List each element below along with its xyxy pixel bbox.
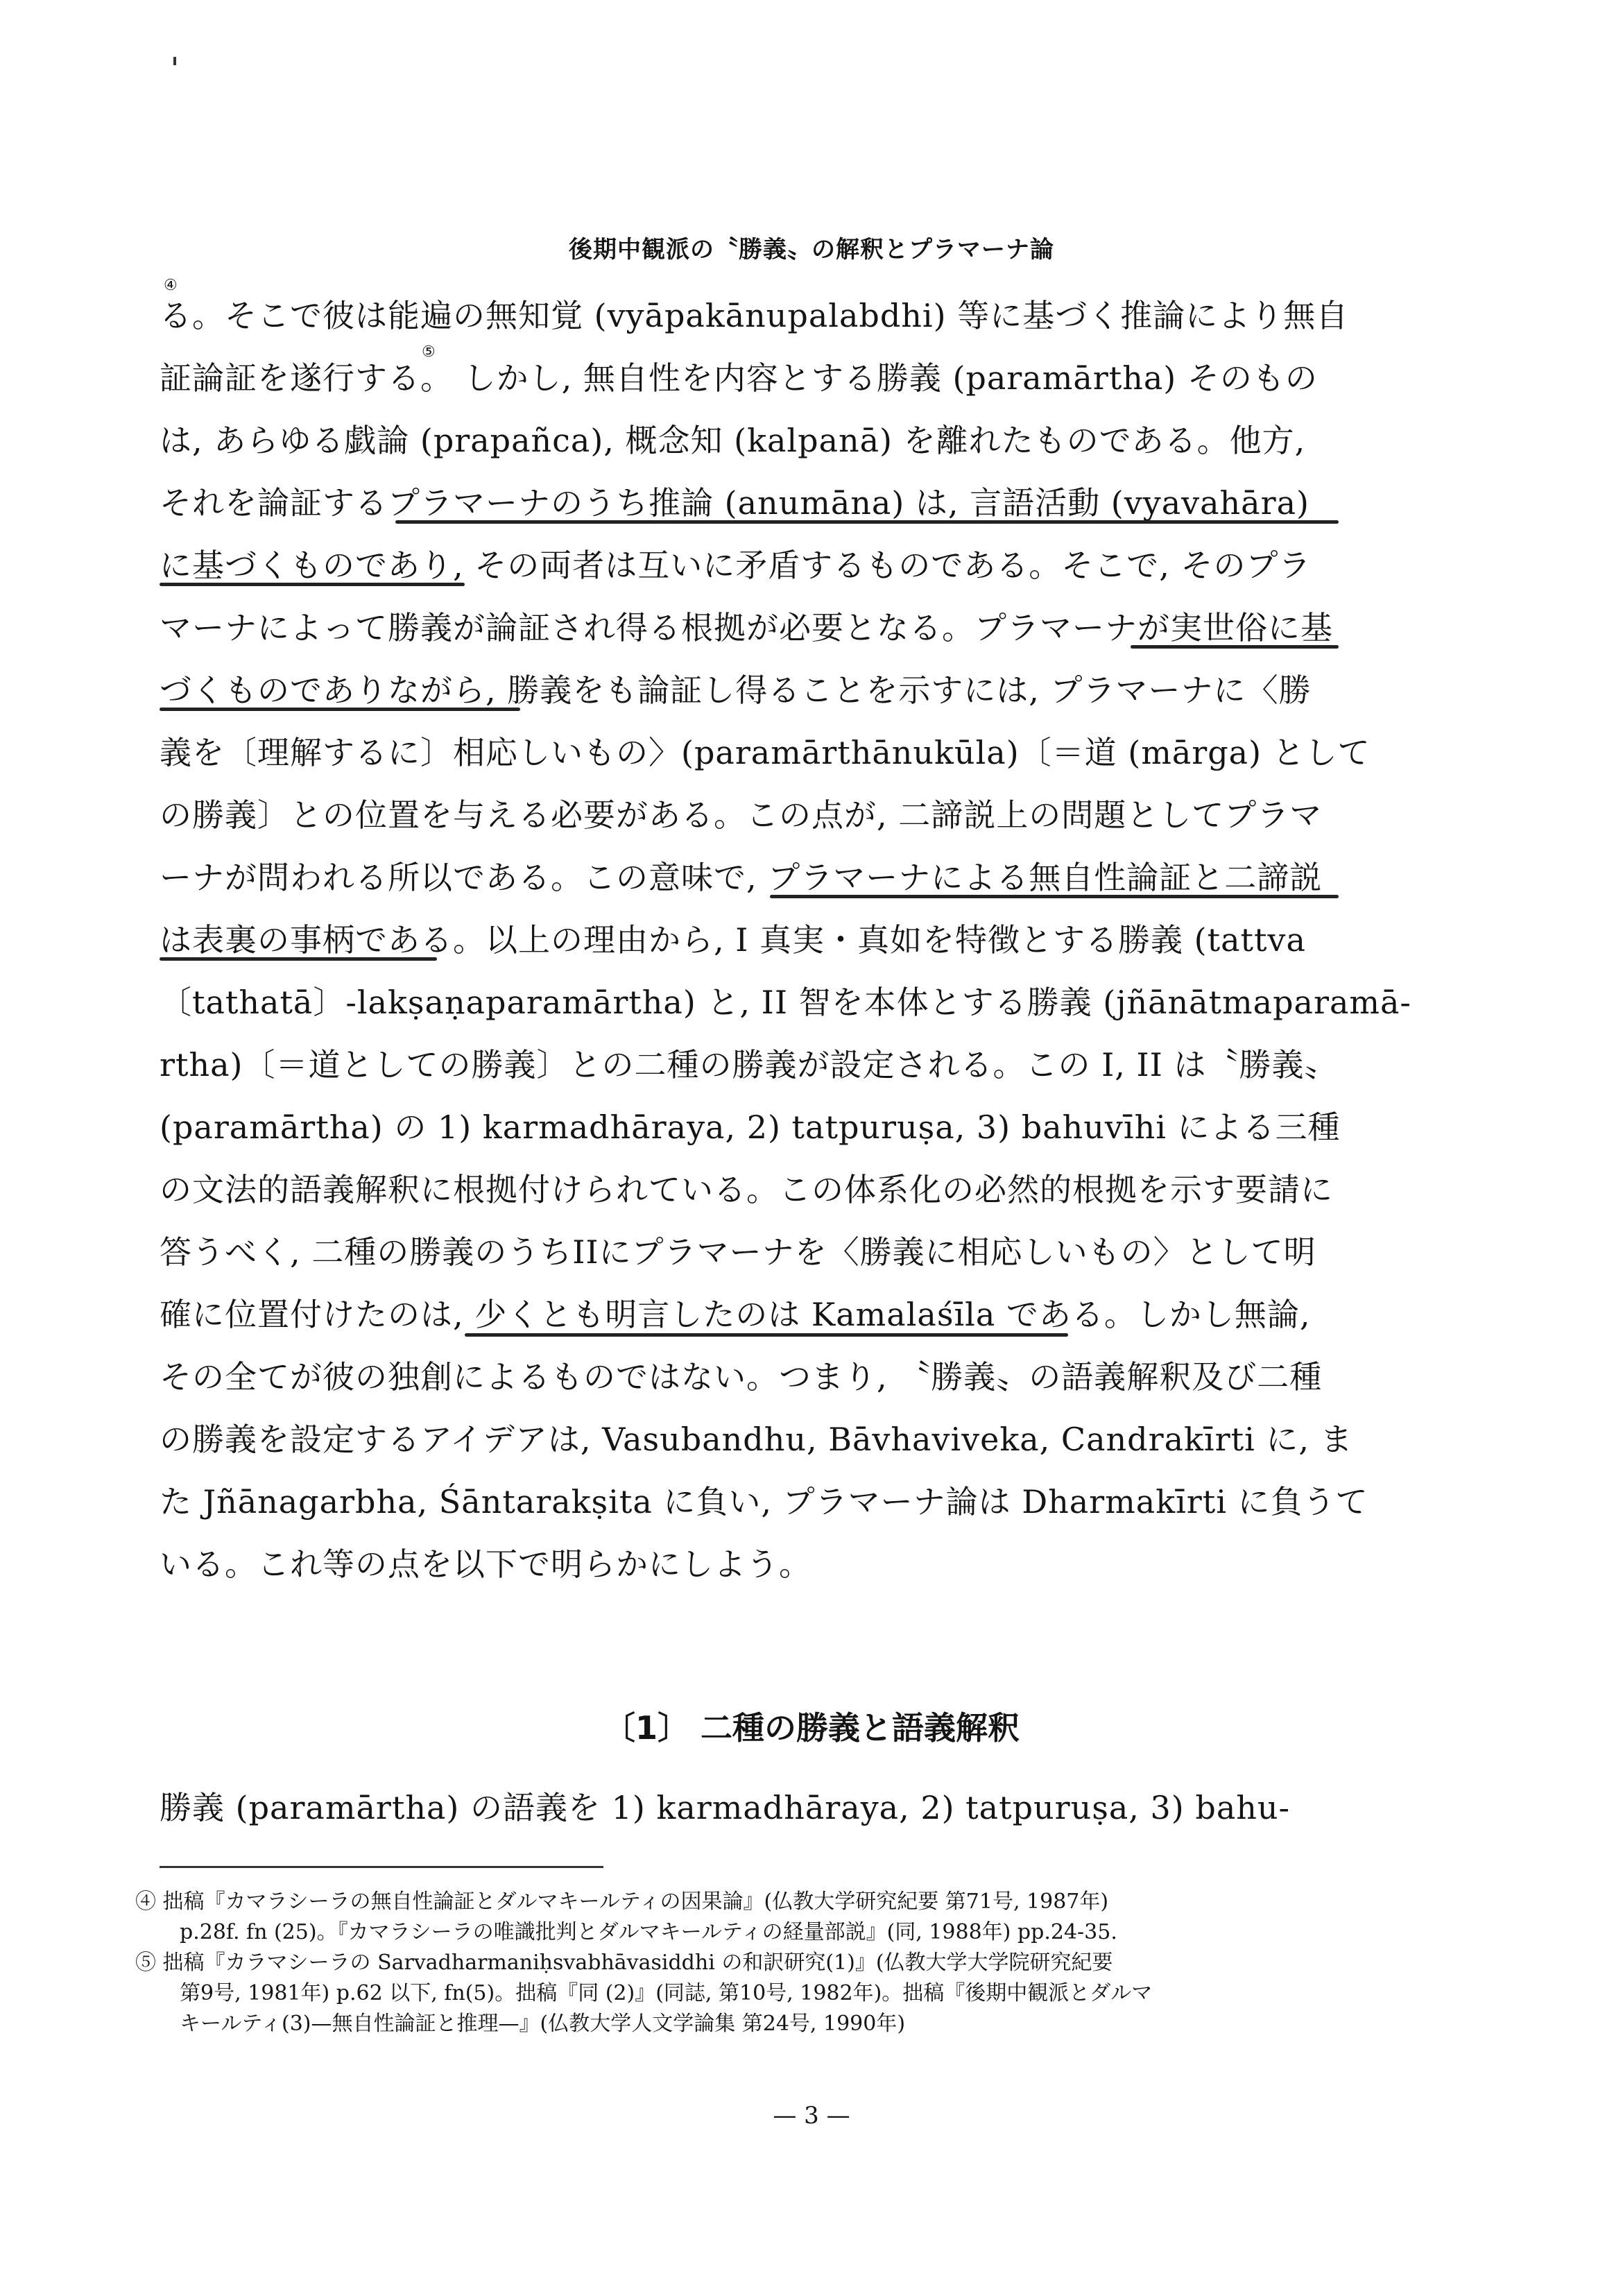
text-line: 答うべく, 二種の勝義のうちIIにプラマーナを〈勝義に相応しいもの〉として明	[160, 1233, 1316, 1271]
note-mark-4: ④	[164, 277, 178, 294]
text-line: ④ る。そこで彼は能遍の無知覚 (vyāpakānupalabdhi) 等に基づく推論により無自	[160, 277, 1349, 334]
hand-underline	[395, 520, 1339, 524]
text-line: マーナによって勝義が論証され得る根拠が必要となる。プラマーナが実世俗に基	[160, 597, 1339, 659]
text-line: ーナが問われる所以である。この意味で, プラマーナによる無自性論証と二諦説	[160, 846, 1339, 909]
text-line: ⑤ 証論証を遂行する。 しかし, 無自性を内容とする勝義 (paramārtha) そのもの	[160, 343, 1318, 397]
section-heading: 〔1〕 二種の勝義と語義解釈	[603, 1709, 1020, 1747]
footnotes	[135, 1887, 1356, 2039]
text-line: それを論証するプラマーナのうち推論 (anumāna) は, 言語活動 (vyavahāra)	[160, 472, 1339, 534]
scan-speck	[173, 57, 176, 65]
hand-underline	[160, 708, 520, 711]
text-line: いる。これ等の点を以下で明らかにしよう。	[160, 1545, 812, 1583]
text-line: の勝義を設定するアイデアは, Vasubandhu, Bāvhaviveka, Candrakīrti に, ま	[160, 1421, 1353, 1458]
text-line: 義を〔理解するに〕相応しいもの〉(paramārthānukūla)〔＝道 (mārga) として	[160, 734, 1371, 771]
hand-underline	[160, 957, 437, 961]
text-line: 確に位置付けたのは, 少くとも明言したのは Kamalaśīla である。しかし無論,	[160, 1283, 1339, 1346]
text-line: (paramārtha) の 1) karmadhāraya, 2) tatpuruṣa, 3) bahuvīhi による三種	[160, 1108, 1341, 1146]
footnote-line: p.28f. fn (25)。『カマラシーラの唯識批判とダルマキールティの経量部説』(同, 1988年) pp.24-35.	[180, 1920, 1117, 1944]
text-line: rtha)〔＝道としての勝義〕との二種の勝義が設定される。この I, II は〝勝義〟	[160, 1046, 1337, 1083]
section-first-line: 勝義 (paramārtha) の語義を 1) karmadhāraya, 2) tatpuruṣa, 3) bahu-	[160, 1789, 1291, 1826]
text-line: 〔tathatā〕-lakṣaṇaparamārtha) と, II 智を本体とする勝義 (jñānātmaparamā-	[160, 984, 1411, 1021]
text-line: は, あらゆる戯論 (prapañca), 概念知 (kalpanā) を離れたものである。他方,	[160, 422, 1306, 459]
text-line: た Jñānagarbha, Śāntarakṣita に負い, プラマーナ論は Dharmakīrti に負うて	[160, 1483, 1368, 1520]
body-text	[160, 277, 1411, 1595]
footnote-line: ④ 拙稿『カマラシーラの無自性論証とダルマキールティの因果論』(仏教大学研究紀要 第71号, 1987年)	[135, 1890, 1109, 1914]
note-mark-5: ⑤	[422, 343, 436, 361]
text-line: づくものでありながら, 勝義をも論証し得ることを示すには, プラマーナに〈勝	[160, 659, 1339, 721]
footnote-rule	[160, 1866, 603, 1868]
hand-underline	[160, 583, 465, 586]
text-line: の文法的語義解釈に根拠付けられている。この体系化の必然的根拠を示す要請に	[160, 1171, 1333, 1208]
text-line: その全てが彼の独創によるものではない。つまり, 〝勝義〟の語義解釈及び二種	[160, 1358, 1323, 1396]
hand-underline	[1131, 645, 1339, 649]
page-number: — 3 —	[773, 2102, 850, 2130]
footnote-line: 第9号, 1981年) p.62 以下, fn(5)。拙稿『同 (2)』(同誌, 第10号, 1982年)。拙稿『後期中観派とダルマ	[180, 1981, 1153, 2005]
text-line: に基づくものであり, その両者は互いに矛盾するものである。そこで, そのプラ	[160, 534, 1339, 597]
footnote-line: ⑤ 拙稿『カラマシーラの Sarvadharmaniḥsvabhāvasiddhi の和訳研究(1)』(仏教大学大学院研究紀要	[135, 1951, 1113, 1975]
hand-underline	[770, 895, 1339, 898]
text-line: は表裏の事柄である。以上の理由から, I 真実・真如を特徴とする勝義 (tattva	[160, 909, 1339, 971]
text-line: の勝義〕との位置を与える必要がある。この点が, 二諦説上の問題としてプラマ	[160, 796, 1323, 834]
footnote-line: キールティ(3)—無自性論証と推理—』(仏教大学人文学論集 第24号, 1990年)	[180, 2012, 906, 2036]
running-header: 後期中観派の〝勝義〟の解釈とプラマーナ論	[569, 236, 1054, 264]
hand-underline	[465, 1333, 1068, 1337]
